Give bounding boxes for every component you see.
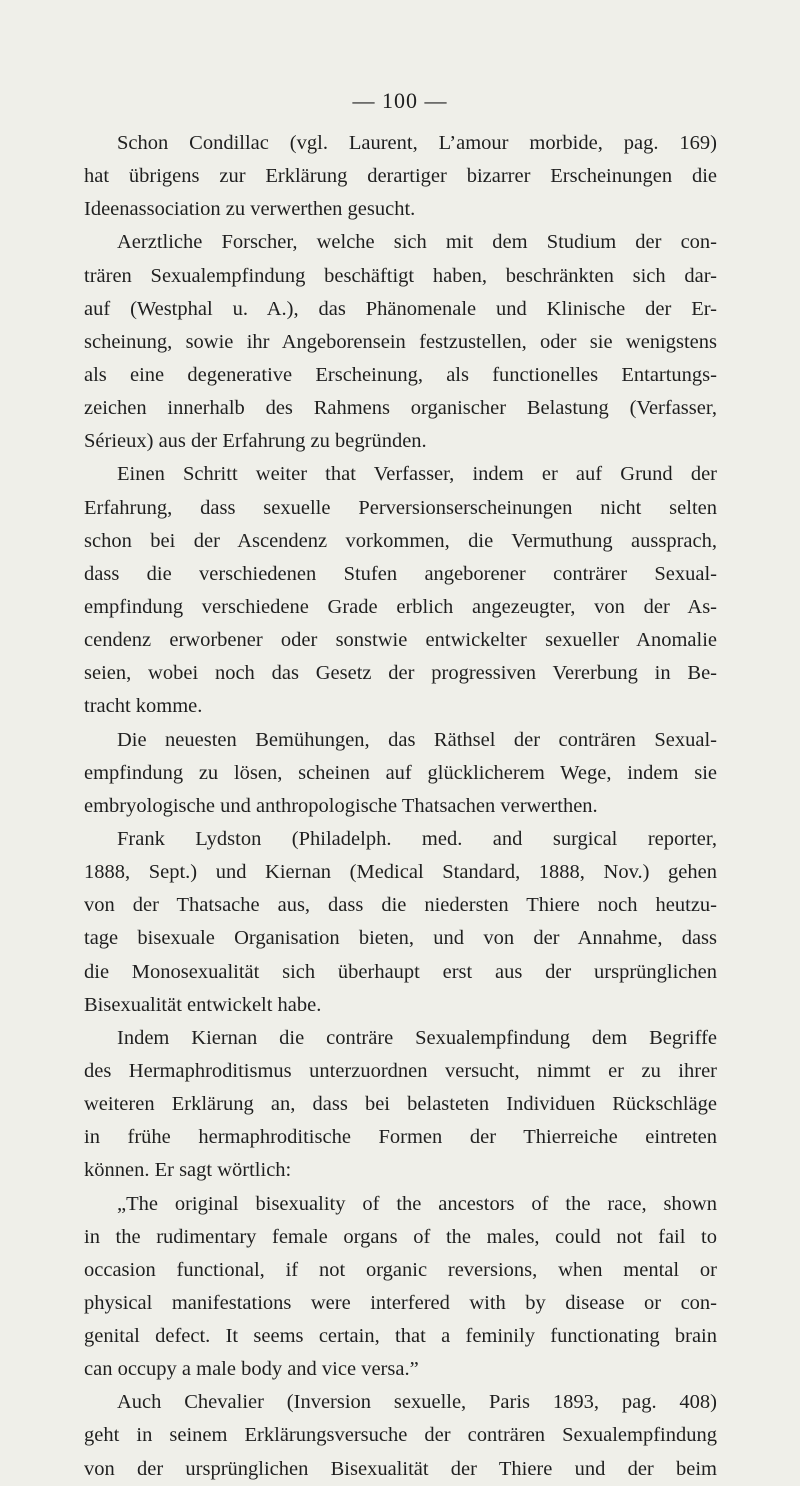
text-line: Bisexualität entwickelt habe. bbox=[84, 993, 322, 1016]
text-line: als eine degenerative Erscheinung, als functionelles Entartungs- bbox=[84, 363, 717, 386]
text-line: physical manifestations were interfered with by disease or con- bbox=[84, 1291, 717, 1314]
text-line: des Hermaphroditismus unterzuordnen versucht, nimmt er zu ihrer bbox=[84, 1059, 717, 1082]
text-line: Schon Condillac (vgl. Laurent, L’amour morbide, pag. 169) bbox=[117, 132, 717, 154]
page-number: — 100 — bbox=[352, 88, 448, 113]
text-line: dass die verschiedenen Stufen angeborener conträrer Sexual- bbox=[84, 562, 717, 585]
text-line: Indem Kiernan die conträre Sexualempfindung dem Begriffe bbox=[117, 1026, 717, 1049]
text-line: die Monosexualität sich überhaupt erst aus der ursprünglichen bbox=[84, 960, 717, 983]
text-line: Die neuesten Bemühungen, das Räthsel der conträren Sexual- bbox=[117, 728, 717, 751]
text-line: Frank Lydston (Philadelph. med. and surgical reporter, bbox=[117, 827, 717, 850]
text-line: genital defect. It seems certain, that a feminily functionating brain bbox=[84, 1325, 717, 1348]
text-line: can occupy a male body and vice versa.” bbox=[84, 1358, 419, 1381]
text-line: von der ursprünglichen Bisexualität der Thiere und der beim bbox=[84, 1457, 717, 1480]
text-line: tage bisexuale Organisation bieten, und von der Annahme, dass bbox=[84, 927, 717, 950]
text-line: Auch Chevalier (Inversion sexuelle, Paris 1893, pag. 408) bbox=[117, 1391, 717, 1414]
text-line: tracht komme. bbox=[84, 695, 203, 718]
text-line: geht in seinem Erklärungsversuche der conträren Sexualempfindung bbox=[84, 1424, 717, 1447]
text-line: cendenz erworbener oder sonstwie entwickelter sexueller Anomalie bbox=[84, 629, 717, 652]
text-line: in the rudimentary female organs of the males, could not fail to bbox=[84, 1225, 717, 1248]
text-line: zeichen innerhalb des Rahmens organischer Belastung (Verfasser, bbox=[84, 397, 717, 420]
text-line: occasion functional, if not organic reversions, when mental or bbox=[84, 1258, 717, 1281]
text-line: seien, wobei noch das Gesetz der progressiven Vererbung in Be- bbox=[84, 662, 717, 685]
body-text bbox=[84, 127, 717, 1486]
text-line: weiteren Erklärung an, dass bei belasteten Individuen Rückschläge bbox=[84, 1093, 717, 1116]
text-line: 1888, Sept.) und Kiernan (Medical Standard, 1888, Nov.) gehen bbox=[84, 861, 717, 884]
text-line: trären Sexualempfindung beschäftigt haben, beschränkten sich dar- bbox=[84, 264, 717, 287]
text-line: auf (Westphal u. A.), das Phänomenale und Klinische der Er- bbox=[84, 297, 717, 320]
text-line: schon bei der Ascendenz vorkommen, die Vermuthung aussprach, bbox=[84, 529, 717, 552]
text-line: scheinung, sowie ihr Angeborensein festzustellen, oder sie wenigstens bbox=[84, 330, 717, 353]
text-line: Ideenassociation zu verwerthen gesucht. bbox=[84, 198, 416, 221]
text-line: hat übrigens zur Erklärung derartiger bizarrer Erscheinungen die bbox=[84, 165, 717, 188]
text-line: empfindung verschiedene Grade erblich angezeugter, von der As- bbox=[84, 595, 717, 618]
text-line: können. Er sagt wörtlich: bbox=[84, 1159, 292, 1182]
text-line: empfindung zu lösen, scheinen auf glücklicherem Wege, indem sie bbox=[84, 761, 717, 784]
text-line: embryologische und anthropologische Thatsachen verwerthen. bbox=[84, 794, 598, 817]
text-line: Einen Schritt weiter that Verfasser, indem er auf Grund der bbox=[117, 463, 717, 486]
text-line: von der Thatsache aus, dass die niedersten Thiere noch heutzu- bbox=[84, 894, 717, 917]
text-line: „The original bisexuality of the ancestors of the race, shown bbox=[117, 1192, 717, 1215]
text-line: in frühe hermaphroditische Formen der Thierreiche eintreten bbox=[84, 1126, 717, 1149]
text-line: Aerztliche Forscher, welche sich mit dem Studium der con- bbox=[117, 231, 717, 254]
text-line: Erfahrung, dass sexuelle Perversionserscheinungen nicht selten bbox=[84, 496, 717, 519]
text-line: Sérieux) aus der Erfahrung zu begründen. bbox=[84, 430, 427, 453]
